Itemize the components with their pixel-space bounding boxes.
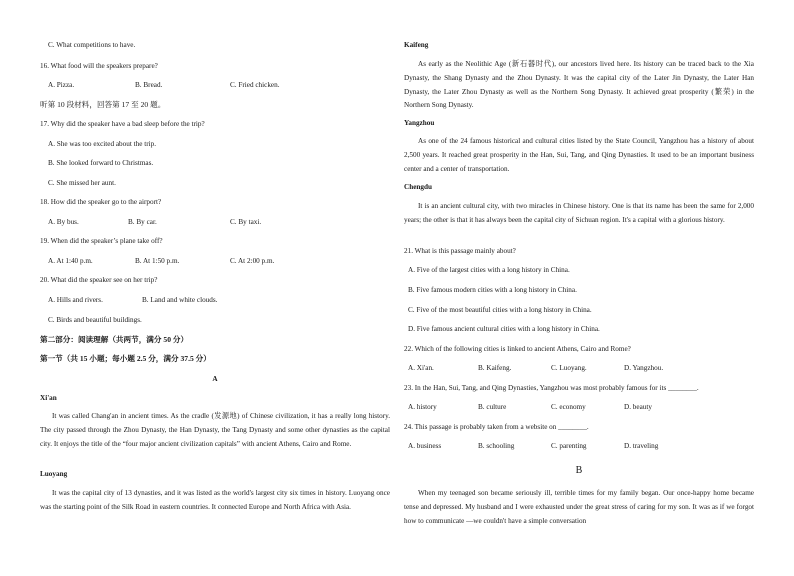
q22-option-d: D. Yangzhou. — [624, 364, 664, 372]
q16-option-a: A. Pizza. — [48, 81, 75, 89]
xian-title: Xi'an — [40, 394, 57, 402]
q21-option-d: D. Five famous ancient cultural cities with a long history in China. — [408, 325, 600, 333]
q23-option-d: D. beauty — [624, 403, 652, 411]
q24-option-d: D. traveling — [624, 442, 659, 450]
q23-option-c: C. economy — [551, 403, 586, 411]
q20-option-b: B. Land and white clouds. — [142, 296, 218, 304]
q17-option-c: C. She missed her aunt. — [48, 179, 116, 187]
xian-paragraph: It was called Chang'an in ancient times. As the cradle (发源地) of Chinese civilization, it has a really long history. The city passed through the Zhou Dynasty, the Han Dynasty, the Tang Dynasty and some other dynasties as the capital city. It enjoys the title of the “four major ancient civilization capitals” with ancient Athens, Cairo and Rome. — [40, 412, 390, 448]
passage-b-paragraph: When my teenaged son became seriously ill, terrible times for my family began. Our once-happy home became tense and depressed. My husband and I were exhausted under the great stress of caring for my son. It was as if we forgot how to communicate —we couldn't have a simple conversation — [404, 489, 754, 525]
yangzhou-paragraph: As one of the 24 famous historical and cultural cities listed by the State Council, Yangzhou has a history of about 2,500 years. It reached great prosperity in the Han, Sui, Tang, and Qing Dynasties. It used to be an important business center and a center of transportation. — [404, 137, 754, 173]
q16-option-c: C. Fried chicken. — [230, 81, 280, 89]
q22-option-b: B. Kaifeng. — [478, 364, 512, 372]
q23-option-b: B. culture — [478, 403, 507, 411]
q18-stem: 18. How did the speaker go to the airport? — [40, 198, 162, 206]
q18-option-a: A. By bus. — [48, 218, 79, 226]
q20-option-c: C. Birds and beautiful buildings. — [48, 316, 142, 324]
q22-stem: 22. Which of the following cities is linked to ancient Athens, Cairo and Rome? — [404, 345, 631, 353]
listening-instruction: 听第 10 段材料，回答第 17 至 20 题。 — [40, 100, 166, 109]
kaifeng-title: Kaifeng — [404, 41, 429, 49]
q24-option-a: A. business — [408, 442, 442, 450]
passage-a-label: A — [212, 375, 218, 383]
q17-option-a: A. She was too excited about the trip. — [48, 140, 156, 148]
q16-option-b: B. Bread. — [135, 81, 163, 89]
q21-option-a: A. Five of the largest cities with a long history in China. — [408, 266, 570, 274]
q23-option-a: A. history — [408, 403, 437, 411]
part2-title: 第二部分：阅读理解（共两节，满分 50 分） — [40, 335, 189, 344]
q19-option-c: C. At 2:00 p.m. — [230, 257, 275, 265]
section1-title: 第一节（共 15 小题；每小题 2.5 分，满分 37.5 分） — [40, 354, 211, 363]
luoyang-paragraph: It was the capital city of 13 dynasties, and it was listed as the world's largest city six times in history. Luoyang once was the starting point of the Silk Road in eastern countries. It connected Europe and North Africa with Asia. — [40, 489, 390, 511]
kaifeng-paragraph: As early as the Neolithic Age (新石器时代), our ancestors lived here. Its history can be traced back to the Xia Dynasty, the Shang Dynasty and the Zhou Dynasty. It was the capital city of the Later Jin Dynasty, the Later Han Dynasty, the Later Zhou Dynasty as well as the Northern Song Dynasty. It achieved great prosperity (繁荣) in the Northern Song Dynasty. — [404, 60, 754, 110]
q20-option-a: A. Hills and rivers. — [48, 296, 103, 304]
q18-option-b: B. By car. — [128, 218, 157, 226]
chengdu-paragraph: It is an ancient cultural city, with two miracles in Chinese history. One is that its name has been the same for 2,000 years; the other is that it has always been the capital city of Sichuan region. It's a capital with a glorious history. — [404, 202, 754, 224]
q22-option-c: C. Luoyang. — [551, 364, 587, 372]
q17-stem: 17. Why did the speaker have a bad sleep before the trip? — [40, 120, 205, 128]
passage-b-label: B — [575, 465, 583, 476]
q18-option-c: C. By taxi. — [230, 218, 262, 226]
q24-stem: 24. This passage is probably taken from a website on ________. — [404, 423, 589, 431]
q21-option-b: B. Five famous modern cities with a long history in China. — [408, 286, 577, 294]
q19-option-b: B. At 1:50 p.m. — [135, 257, 180, 265]
q24-option-b: B. schooling — [478, 442, 515, 450]
q21-option-c: C. Five of the most beautiful cities with a long history in China. — [408, 306, 592, 314]
q22-option-a: A. Xi'an. — [408, 364, 434, 372]
q15-option-c: C. What competitions to have. — [48, 41, 136, 49]
q24-option-c: C. parenting — [551, 442, 587, 450]
q21-stem: 21. What is this passage mainly about? — [404, 247, 516, 255]
q20-stem: 20. What did the speaker see on her trip? — [40, 276, 158, 284]
q17-option-b: B. She looked forward to Christmas. — [48, 159, 154, 167]
luoyang-title: Luoyang — [40, 470, 68, 478]
q19-stem: 19. When did the speaker’s plane take off? — [40, 237, 163, 245]
q23-stem: 23. In the Han, Sui, Tang, and Qing Dynasties, Yangzhou was most probably famous for its ________. — [404, 384, 699, 392]
q16-stem: 16. What food will the speakers prepare? — [40, 62, 158, 70]
q19-option-a: A. At 1:40 p.m. — [48, 257, 93, 265]
yangzhou-title: Yangzhou — [404, 119, 435, 127]
chengdu-title: Chengdu — [404, 183, 432, 191]
